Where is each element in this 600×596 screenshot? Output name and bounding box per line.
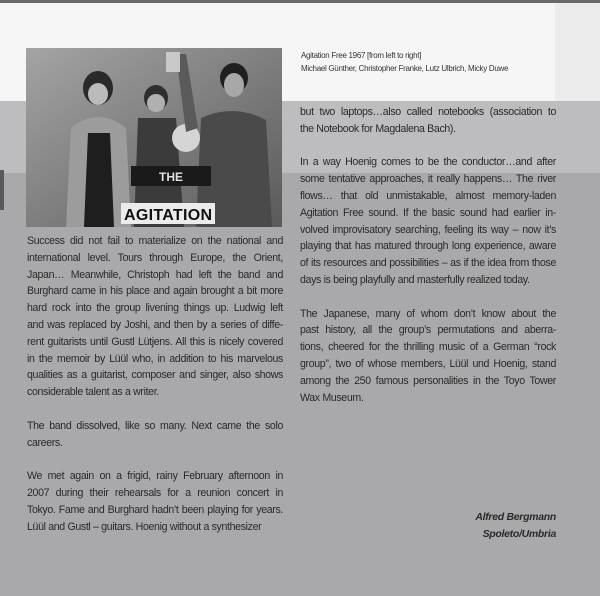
text-line: 2007 during their rehearsals for a reunion concert in [27,486,283,499]
text-line: among the 250 famous personalities in the Toyo Tower [300,374,556,387]
caption-title: Agitation Free 1967 [from left to right] [301,51,422,60]
sign-bottom-text: AGITATION [124,207,212,224]
paragraph [300,306,556,407]
text-line: Success did not fail to materialize on the national and [27,235,283,247]
photo-caption [301,50,508,75]
text-line: Agitation Free sound. If the basic sound had earlier in- [300,206,556,219]
paragraph [27,468,283,535]
text-line: Tokyo. Fame and Burghard hadn’t been playing for years. [27,503,283,516]
text-line: Burghard came in his place and again brought a bit more [27,285,283,298]
right-text-column [300,104,556,423]
text-line: In a way Hoenig comes to be the conductor…and after [300,156,556,169]
text-line: Japan… Meanwhile, Christoph had left the band and [27,268,283,281]
text-line: We met again on a frigid, rainy February afternoon in [27,470,283,483]
paragraph [300,154,556,288]
text-line: days is being playfully and masterfully realized today. [300,273,530,286]
text-line: past history, all the group’s permutations and aberra- [300,324,556,337]
text-line: flows… that old unmistakable, almost memory-laden [300,189,556,202]
text-line: The band dissolved, like so many. Next came the solo [27,419,283,432]
text-line: playing that has matured through long experience, aware [300,240,556,253]
author-name: Alfred Bergmann [475,511,556,523]
band-photo [26,48,282,227]
text-line: of its resources and possibilities – as if the idea from those [300,257,556,270]
text-line: group”, two of whose members, Lüül und Hoenig, stand [300,357,556,370]
booklet-fold [0,170,4,210]
text-line: hard rock into the group livening things up. Ludwig left [27,302,283,315]
text-line: Lüül and Gustl – guitars. Hoenig without a synthesizer [27,520,262,533]
text-line: Wax Museum. [300,391,364,404]
text-line: international level. Tours through Europe, the Orient, [27,251,283,264]
text-line: but two laptops…also called notebooks (association to [300,106,556,118]
sign-top-text: THE [159,170,183,184]
text-line: volved improvisatory searching, feeling its way – now it’s [300,223,556,236]
paragraph [300,104,556,138]
text-line: the Notebook for Magdalena Bach). [300,122,456,135]
scan-top-edge [0,0,600,3]
text-line: considerable talent as a writer. [27,386,159,399]
text-line: The Japanese, many of whom don’t know about the [300,307,556,320]
text-line: and was replaced by Joshi, and then by a series of diffe- [27,318,283,331]
signature [475,509,556,543]
paragraph [27,418,283,452]
text-line: rent guitarists until Gustl Lütjens. All this is nicely covered [27,335,283,348]
text-line: qualities as a guitarist, composer and singer, also shows [27,369,283,382]
text-line: careers. [27,436,63,449]
text-line: in the memoir by Lüül who, in addition to his marvelous [27,352,283,365]
caption-names: Michael Günther, Christopher Franke, Lutz Ulbrich, Micky Duwe [301,63,509,73]
left-text-column [27,233,283,552]
author-place: Spoleto/Umbria [482,528,556,540]
text-line: tions, cheered for the thrilling music of a German “rock [300,341,556,354]
page-edge [555,0,600,101]
text-line: some tentative approaches, it really happens… The river [300,173,556,186]
paragraph [27,233,283,401]
